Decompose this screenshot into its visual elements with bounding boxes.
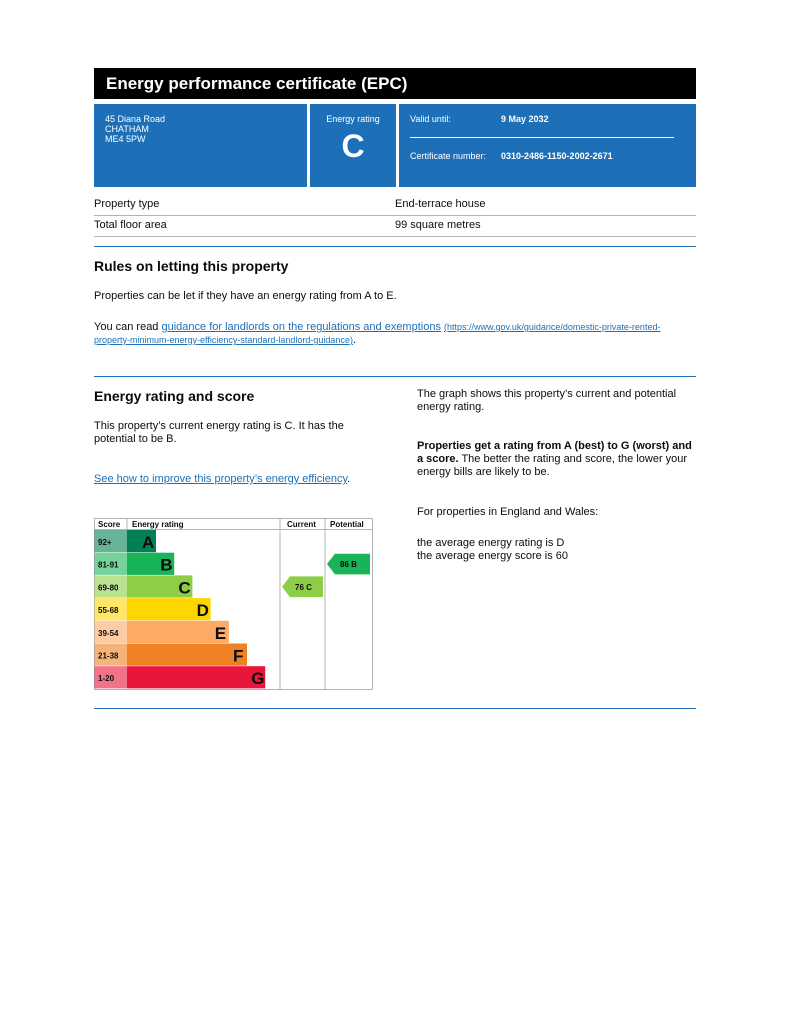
epc-page <box>94 68 696 689</box>
score-range: 55-68 <box>98 606 119 616</box>
energy-rating-chart <box>94 518 374 696</box>
score-range: 69-80 <box>98 583 119 593</box>
table-row <box>94 216 696 237</box>
valid-label: Valid until: <box>410 114 451 124</box>
score-range: 1-20 <box>98 674 115 684</box>
guidance-url-link-2[interactable]: property-minimum-energy-efficiency-standard-landlord-guidance) <box>94 335 353 345</box>
certificate-number: 0310-2486-1150-2002-2671 <box>501 151 613 161</box>
guidance-suffix: . <box>352 334 357 346</box>
graph-explanation: The graph shows this property’s current and potential energy rating. <box>417 388 677 413</box>
improve-suffix: . <box>347 473 351 485</box>
current-rating-label: 76 C <box>295 582 312 592</box>
energy-paragraph: This property’s current energy rating is C. It has the potential to be B. <box>94 420 344 445</box>
potential-rating-label: 86 B <box>340 560 357 570</box>
column-header: Energy rating <box>132 520 184 529</box>
letting-heading: Rules on letting this property <box>94 258 289 274</box>
address-line: 45 Diana Road <box>105 114 166 124</box>
rating-explanation <box>417 440 692 479</box>
floor-area-value: 99 square metres <box>395 219 481 231</box>
summary-band <box>94 104 696 187</box>
property-type-label: Property type <box>94 198 160 210</box>
score-range: 21-38 <box>98 651 119 661</box>
rating-bar-f <box>127 644 247 666</box>
column-header: Score <box>98 520 121 529</box>
rating-letter-c: C <box>178 578 191 598</box>
guidance-url-link[interactable]: (https://www.gov.uk/guidance/domestic-private-rented- <box>444 322 661 332</box>
average-rating: the average energy rating is D <box>417 537 565 549</box>
rating-bar-g <box>127 666 265 688</box>
improve-link[interactable]: See how to improve this property’s energy efficiency <box>94 473 348 485</box>
validity-block <box>399 104 696 187</box>
score-range: 39-54 <box>98 628 119 638</box>
section-divider <box>94 246 696 247</box>
rating-letter-d: D <box>196 601 209 621</box>
page-title: Energy performance certificate (EPC) <box>94 68 696 99</box>
energy-heading: Energy rating and score <box>94 388 255 404</box>
certificate-label: Certificate number: <box>410 151 487 161</box>
rating-explanation-rest: The better the rating and score, the lower your energy bills are likely to be. <box>417 453 688 478</box>
section-divider <box>94 708 696 709</box>
rating-letter-b: B <box>160 555 173 575</box>
column-header: Potential <box>330 520 364 529</box>
address-block <box>94 104 307 187</box>
improve-link-wrap <box>94 473 384 486</box>
guidance-link[interactable]: guidance for landlords on the regulations and exemptions <box>161 321 441 333</box>
letting-guidance <box>94 321 696 347</box>
rating-letter-g: G <box>251 669 265 689</box>
address-line: ME4 5PW <box>105 134 146 144</box>
rating-bar-e <box>127 621 229 643</box>
england-wales-label: For properties in England and Wales: <box>417 506 599 518</box>
rating-letter-f: F <box>233 646 244 666</box>
rating-letter-e: E <box>214 623 227 643</box>
rating-letter: C <box>341 128 365 164</box>
table-row <box>94 195 696 216</box>
property-table <box>94 195 696 237</box>
rating-label: Energy rating <box>326 114 380 124</box>
section-divider <box>94 376 696 377</box>
rating-block <box>310 104 396 187</box>
letting-paragraph: Properties can be let if they have an energy rating from A to E. <box>94 290 397 302</box>
rating-letter-a: A <box>142 533 155 552</box>
energy-rating-graph <box>94 518 374 691</box>
property-type-value: End-terrace house <box>395 198 486 210</box>
guidance-prefix: You can read <box>94 321 162 333</box>
floor-area-label: Total floor area <box>94 219 167 231</box>
column-header: Current <box>287 520 316 529</box>
score-range: 92+ <box>98 538 112 547</box>
divider <box>410 137 674 138</box>
valid-value: 9 May 2032 <box>501 114 549 124</box>
score-range: 81-91 <box>98 560 119 570</box>
rating-explanation-bold: Properties get a rating from A (best) to G (worst) and a score. <box>417 440 692 465</box>
address-line: CHATHAM <box>105 124 149 134</box>
average-score: the average energy score is 60 <box>417 550 569 562</box>
